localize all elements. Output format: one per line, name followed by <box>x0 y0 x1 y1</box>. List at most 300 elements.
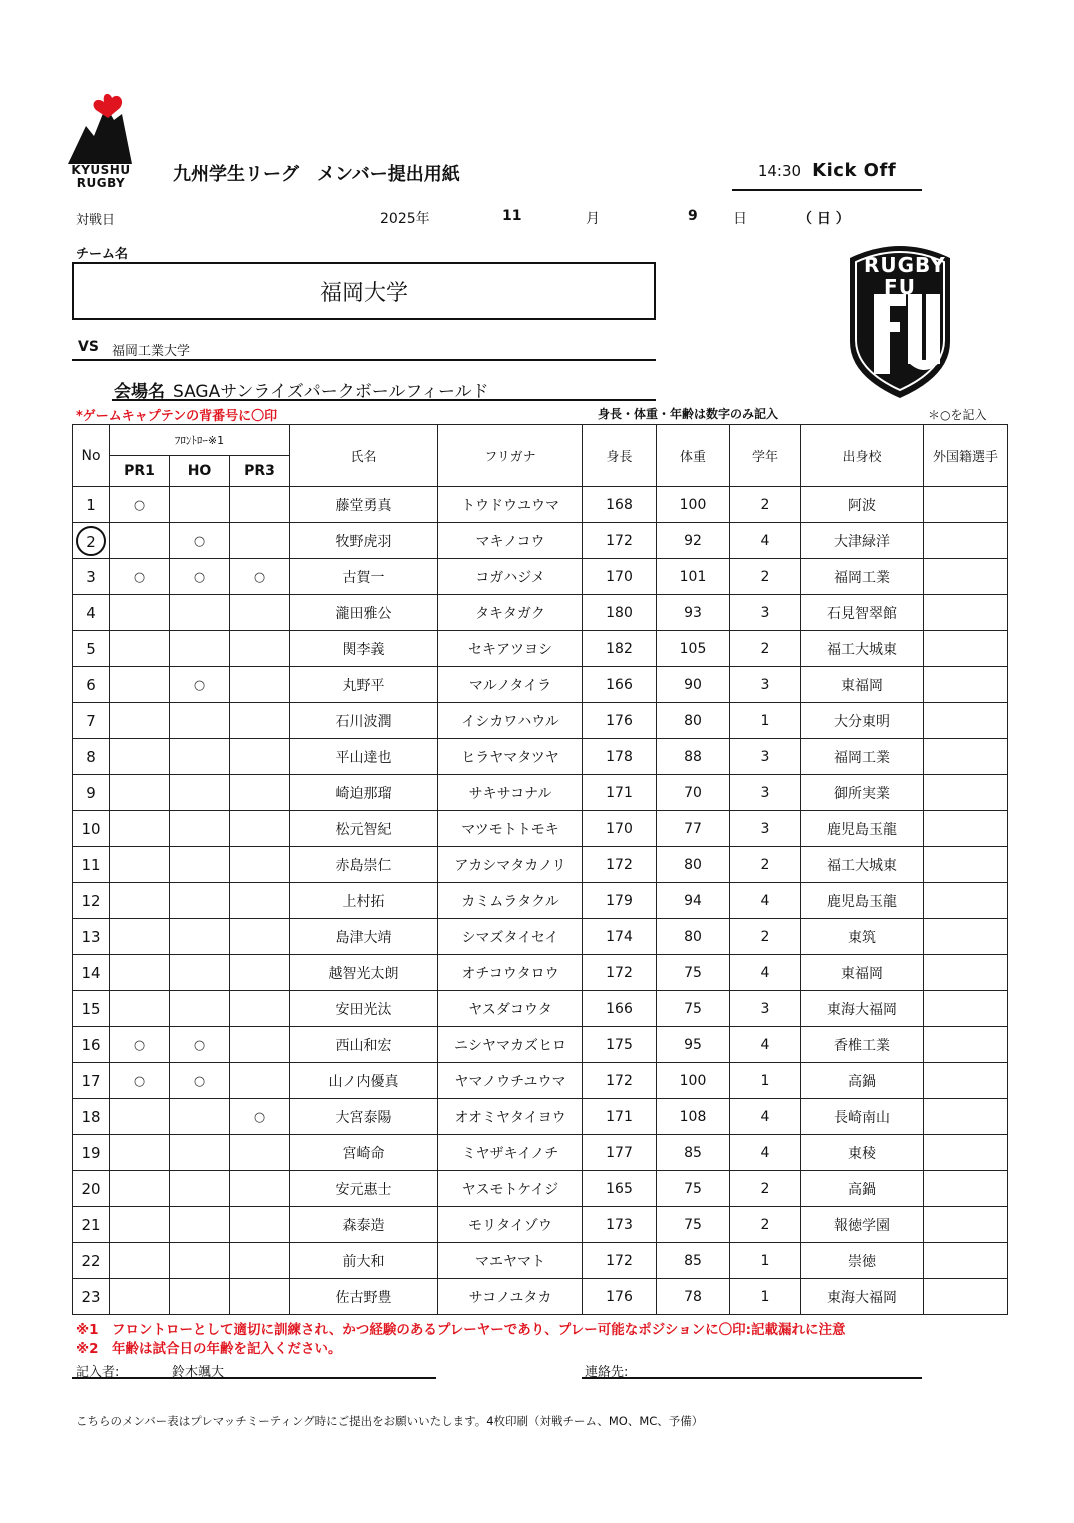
player-height: 165 <box>583 1171 657 1207</box>
front-row-pr3-cell <box>230 1207 290 1243</box>
front-row-mark: ○ <box>193 677 206 693</box>
player-name: 赤島崇仁 <box>290 847 438 883</box>
player-height: 172 <box>583 523 657 559</box>
front-row-ho-cell <box>170 1207 230 1243</box>
player-weight: 75 <box>657 991 730 1027</box>
player-number-text: 9 <box>86 783 96 802</box>
player-name: 崎迫那瑠 <box>290 775 438 811</box>
front-row-ho-cell <box>170 991 230 1027</box>
player-number-text: 17 <box>81 1071 101 1090</box>
front-row-pr3-cell <box>230 631 290 667</box>
player-name: 石川波潤 <box>290 703 438 739</box>
player-foreign <box>924 883 1008 919</box>
player-weight: 75 <box>657 1207 730 1243</box>
player-number-text: 21 <box>81 1215 101 1234</box>
player-number-text: 10 <box>81 819 101 838</box>
player-number-text: 7 <box>86 711 96 730</box>
table-row <box>73 991 1008 1027</box>
player-weight: 93 <box>657 595 730 631</box>
writer-name: 鈴木颯大 <box>172 1365 225 1380</box>
bottom-note: こちらのメンバー表はプレマッチミーティング時にご提出をお願いいたします。4枚印刷（対戦チーム、MO、MC、予備） <box>76 1414 704 1428</box>
player-kana: ヤマノウチユウマ <box>438 1063 583 1099</box>
player-school: 東海大福岡 <box>801 1279 924 1315</box>
player-number <box>73 883 110 919</box>
player-name: 古賀一 <box>290 559 438 595</box>
player-number-text: 3 <box>86 567 96 586</box>
front-row-pr3-cell <box>230 919 290 955</box>
player-number-text: 11 <box>81 855 101 874</box>
player-school: 香椎工業 <box>801 1027 924 1063</box>
player-kana: アカシマタカノリ <box>438 847 583 883</box>
table-row <box>73 1207 1008 1243</box>
front-row-pr1-cell <box>110 1027 170 1063</box>
col-header-no: No <box>73 425 110 487</box>
front-row-pr3-cell <box>230 1135 290 1171</box>
player-foreign <box>924 703 1008 739</box>
player-foreign <box>924 1135 1008 1171</box>
player-name: 佐古野豊 <box>290 1279 438 1315</box>
player-foreign <box>924 667 1008 703</box>
player-grade: 2 <box>730 919 801 955</box>
numbers-only-note: 身長・体重・年齢は数字のみ記入 <box>598 407 779 421</box>
player-grade: 3 <box>730 667 801 703</box>
col-header-pr1: PR1 <box>110 456 170 487</box>
player-name: 安元惠士 <box>290 1171 438 1207</box>
player-kana: ニシヤマカズヒロ <box>438 1027 583 1063</box>
col-header-school: 出身校 <box>801 425 924 487</box>
footnote-front-row: ※1 フロントローとして適切に訓練され、かつ経験のあるプレーヤーであり、プレー可能なポジションに〇印:記載漏れに注意 <box>76 1322 846 1338</box>
player-weight: 85 <box>657 1135 730 1171</box>
front-row-pr1-cell <box>110 739 170 775</box>
player-kana: タキタガク <box>438 595 583 631</box>
player-number <box>73 991 110 1027</box>
table-row <box>73 1135 1008 1171</box>
page-title: 九州学生リーグ メンバー提出用紙 <box>173 164 460 185</box>
player-height: 175 <box>583 1027 657 1063</box>
player-height: 173 <box>583 1207 657 1243</box>
player-weight: 108 <box>657 1099 730 1135</box>
player-number <box>73 1171 110 1207</box>
front-row-pr1-cell <box>110 523 170 559</box>
player-kana: サコノユタカ <box>438 1279 583 1315</box>
player-foreign <box>924 847 1008 883</box>
captain-note: *ゲームキャプテンの背番号に〇印 <box>76 409 278 424</box>
player-grade: 3 <box>730 595 801 631</box>
player-foreign <box>924 1207 1008 1243</box>
player-kana: マルノタイラ <box>438 667 583 703</box>
front-row-mark: ○ <box>133 497 146 513</box>
front-row-ho-cell <box>170 1027 230 1063</box>
team-name-box <box>72 262 656 320</box>
player-name: 松元智紀 <box>290 811 438 847</box>
player-number <box>73 1063 110 1099</box>
front-row-mark: ○ <box>133 569 146 585</box>
vs-label: VS <box>78 339 99 355</box>
player-kana: カミムラタクル <box>438 883 583 919</box>
logo-text-rugby: RUGBY <box>76 176 126 190</box>
col-header-front-row: ﾌﾛﾝﾄﾛｰ※1 <box>110 425 290 456</box>
table-row <box>73 1027 1008 1063</box>
col-header-kana: フリガナ <box>438 425 583 487</box>
front-row-pr1-cell <box>110 1207 170 1243</box>
player-height: 172 <box>583 955 657 991</box>
table-row <box>73 667 1008 703</box>
player-number <box>73 919 110 955</box>
player-number <box>73 487 110 523</box>
player-height: 172 <box>583 847 657 883</box>
date-day-unit: 日 <box>733 211 747 227</box>
player-weight: 94 <box>657 883 730 919</box>
player-kana: ヒラヤマタツヤ <box>438 739 583 775</box>
front-row-pr3-cell <box>230 955 290 991</box>
writer-label: 記入者: <box>76 1365 120 1380</box>
player-height: 170 <box>583 811 657 847</box>
player-number <box>73 739 110 775</box>
front-row-ho-cell <box>170 559 230 595</box>
front-row-pr1-cell <box>110 559 170 595</box>
table-row <box>73 847 1008 883</box>
front-row-ho-cell <box>170 523 230 559</box>
front-row-pr3-cell <box>230 1063 290 1099</box>
front-row-ho-cell <box>170 775 230 811</box>
player-number <box>73 811 110 847</box>
player-number-text: 4 <box>86 603 96 622</box>
player-grade: 2 <box>730 631 801 667</box>
player-weight: 80 <box>657 703 730 739</box>
player-number <box>73 1135 110 1171</box>
front-row-pr3-cell <box>230 667 290 703</box>
player-height: 170 <box>583 559 657 595</box>
player-kana: オチコウタロウ <box>438 955 583 991</box>
player-name: 島津大靖 <box>290 919 438 955</box>
player-name: 西山和宏 <box>290 1027 438 1063</box>
player-number <box>73 595 110 631</box>
player-foreign <box>924 811 1008 847</box>
table-row <box>73 739 1008 775</box>
front-row-pr3-cell <box>230 595 290 631</box>
player-school: 大分東明 <box>801 703 924 739</box>
player-number <box>73 523 110 559</box>
front-row-pr1-cell <box>110 847 170 883</box>
kickoff-time: 14:30 <box>757 162 802 180</box>
front-row-pr1-cell <box>110 1099 170 1135</box>
circle-note: ＊○を記入 <box>928 408 987 422</box>
table-row <box>73 775 1008 811</box>
footnote-age: ※2 年齢は試合日の年齢を記入ください。 <box>76 1341 342 1357</box>
front-row-pr1-cell <box>110 955 170 991</box>
player-weight: 78 <box>657 1279 730 1315</box>
player-kana: マツモトトモキ <box>438 811 583 847</box>
col-header-pr3: PR3 <box>230 456 290 487</box>
front-row-pr1-cell <box>110 991 170 1027</box>
player-kana: マエヤマト <box>438 1243 583 1279</box>
player-number-text: 13 <box>81 927 101 946</box>
player-number <box>73 1207 110 1243</box>
front-row-ho-cell <box>170 919 230 955</box>
player-name: 平山達也 <box>290 739 438 775</box>
table-row <box>73 919 1008 955</box>
player-kana: サキサコナル <box>438 775 583 811</box>
player-grade: 1 <box>730 703 801 739</box>
front-row-pr1-cell <box>110 811 170 847</box>
player-weight: 80 <box>657 847 730 883</box>
front-row-pr1-cell <box>110 1243 170 1279</box>
player-weight: 88 <box>657 739 730 775</box>
front-row-pr1-cell <box>110 667 170 703</box>
player-grade: 2 <box>730 559 801 595</box>
col-header-ho: HO <box>170 456 230 487</box>
player-foreign <box>924 919 1008 955</box>
front-row-mark: ○ <box>193 1037 206 1053</box>
player-number <box>73 1027 110 1063</box>
front-row-ho-cell <box>170 847 230 883</box>
front-row-ho-cell <box>170 667 230 703</box>
player-number-text: 14 <box>81 963 101 982</box>
table-row <box>73 955 1008 991</box>
player-grade: 2 <box>730 1207 801 1243</box>
team-name-label: チーム名 <box>76 247 129 262</box>
col-header-height: 身長 <box>583 425 657 487</box>
col-header-foreign: 外国籍選手 <box>924 425 1008 487</box>
player-kana: ヤスモトケイジ <box>438 1171 583 1207</box>
captain-number-circle: 2 <box>76 526 106 556</box>
table-row <box>73 595 1008 631</box>
front-row-ho-cell <box>170 811 230 847</box>
player-grade: 2 <box>730 487 801 523</box>
player-number-text: 19 <box>81 1143 101 1162</box>
player-school: 大津緑洋 <box>801 523 924 559</box>
team-name: 福岡大学 <box>319 280 408 306</box>
player-number <box>73 559 110 595</box>
player-weight: 75 <box>657 1171 730 1207</box>
player-grade: 1 <box>730 1243 801 1279</box>
player-grade: 4 <box>730 883 801 919</box>
player-height: 172 <box>583 1243 657 1279</box>
front-row-ho-cell <box>170 703 230 739</box>
player-foreign <box>924 523 1008 559</box>
player-foreign <box>924 775 1008 811</box>
player-school: 東福岡 <box>801 955 924 991</box>
player-grade: 4 <box>730 523 801 559</box>
front-row-pr3-cell <box>230 883 290 919</box>
player-grade: 2 <box>730 1171 801 1207</box>
table-row <box>73 1279 1008 1315</box>
player-name: 宮崎命 <box>290 1135 438 1171</box>
front-row-ho-cell <box>170 1099 230 1135</box>
player-name: 上村拓 <box>290 883 438 919</box>
player-school: 福岡工業 <box>801 739 924 775</box>
player-number-text: 8 <box>86 747 96 766</box>
opponent-name: 福岡工業大学 <box>112 344 191 359</box>
player-kana: モリタイゾウ <box>438 1207 583 1243</box>
front-row-pr1-cell <box>110 703 170 739</box>
player-grade: 4 <box>730 1099 801 1135</box>
table-row <box>73 703 1008 739</box>
player-number-text: 1 <box>86 495 96 514</box>
player-name: 大宮泰陽 <box>290 1099 438 1135</box>
player-height: 171 <box>583 775 657 811</box>
player-weight: 100 <box>657 487 730 523</box>
player-weight: 105 <box>657 631 730 667</box>
player-kana: セキアツヨシ <box>438 631 583 667</box>
front-row-pr1-cell <box>110 883 170 919</box>
front-row-pr3-cell <box>230 775 290 811</box>
front-row-pr1-cell <box>110 1135 170 1171</box>
player-weight: 90 <box>657 667 730 703</box>
player-number-text: 23 <box>81 1287 101 1306</box>
table-row <box>73 1063 1008 1099</box>
player-school: 阿波 <box>801 487 924 523</box>
player-number-text: 12 <box>81 891 101 910</box>
player-number <box>73 1279 110 1315</box>
player-school: 東筑 <box>801 919 924 955</box>
player-height: 178 <box>583 739 657 775</box>
front-row-ho-cell <box>170 595 230 631</box>
player-grade: 4 <box>730 955 801 991</box>
contact-line <box>582 1359 922 1379</box>
player-kana: ヤスダコウタ <box>438 991 583 1027</box>
player-weight: 101 <box>657 559 730 595</box>
player-school: 福岡工業 <box>801 559 924 595</box>
front-row-ho-cell <box>170 883 230 919</box>
player-school: 高鍋 <box>801 1171 924 1207</box>
player-number <box>73 1243 110 1279</box>
player-grade: 1 <box>730 1063 801 1099</box>
front-row-ho-cell <box>170 1171 230 1207</box>
front-row-ho-cell <box>170 631 230 667</box>
player-weight: 80 <box>657 919 730 955</box>
player-weight: 85 <box>657 1243 730 1279</box>
player-name: 前大和 <box>290 1243 438 1279</box>
venue-name: SAGAサンライズパークボールフィールド <box>173 382 489 402</box>
front-row-pr1-cell <box>110 919 170 955</box>
player-foreign <box>924 595 1008 631</box>
player-number <box>73 1099 110 1135</box>
player-grade: 3 <box>730 991 801 1027</box>
front-row-pr3-cell <box>230 1171 290 1207</box>
player-kana: マキノコウ <box>438 523 583 559</box>
front-row-pr1-cell <box>110 1171 170 1207</box>
table-row <box>73 1171 1008 1207</box>
player-grade: 3 <box>730 811 801 847</box>
front-row-pr3-cell <box>230 1099 290 1135</box>
player-height: 172 <box>583 1063 657 1099</box>
front-row-pr1-cell <box>110 775 170 811</box>
player-weight: 92 <box>657 523 730 559</box>
match-date-label: 対戦日 <box>76 213 116 228</box>
front-row-pr1-cell <box>110 631 170 667</box>
player-kana: トウドウユウマ <box>438 487 583 523</box>
table-row <box>73 811 1008 847</box>
player-grade: 4 <box>730 1135 801 1171</box>
kickoff-box <box>732 160 922 191</box>
player-school: 鹿児島玉龍 <box>801 883 924 919</box>
front-row-pr3-cell <box>230 703 290 739</box>
front-row-mark: ○ <box>133 1037 146 1053</box>
front-row-pr1-cell <box>110 487 170 523</box>
player-name: 藤堂勇真 <box>290 487 438 523</box>
player-height: 171 <box>583 1099 657 1135</box>
player-grade: 4 <box>730 1027 801 1063</box>
front-row-pr3-cell <box>230 559 290 595</box>
player-school: 石見智翠館 <box>801 595 924 631</box>
player-number-text: 16 <box>81 1035 101 1054</box>
logo-text-kyushu: KYUSHU <box>71 163 131 177</box>
roster-table <box>72 424 1008 1315</box>
player-school: 福工大城東 <box>801 631 924 667</box>
player-weight: 95 <box>657 1027 730 1063</box>
table-row <box>73 487 1008 523</box>
date-weekday: （ 日 ） <box>798 211 850 227</box>
player-foreign <box>924 1171 1008 1207</box>
player-foreign <box>924 739 1008 775</box>
date-month-unit: 月 <box>586 211 600 227</box>
player-foreign <box>924 1027 1008 1063</box>
player-foreign <box>924 1063 1008 1099</box>
player-number-text: 5 <box>86 639 96 658</box>
player-school: 崇徳 <box>801 1243 924 1279</box>
player-height: 176 <box>583 703 657 739</box>
player-weight: 75 <box>657 955 730 991</box>
front-row-ho-cell <box>170 487 230 523</box>
player-height: 179 <box>583 883 657 919</box>
table-row <box>73 1099 1008 1135</box>
front-row-pr1-cell <box>110 595 170 631</box>
player-height: 166 <box>583 667 657 703</box>
kickoff-label: Kick Off <box>812 160 897 181</box>
col-header-name: 氏名 <box>290 425 438 487</box>
player-foreign <box>924 559 1008 595</box>
front-row-mark: ○ <box>253 1109 266 1125</box>
player-foreign <box>924 955 1008 991</box>
front-row-pr3-cell <box>230 847 290 883</box>
player-number <box>73 631 110 667</box>
player-kana: シマズタイセイ <box>438 919 583 955</box>
date-year: 2025年 <box>380 211 430 227</box>
front-row-ho-cell <box>170 1279 230 1315</box>
player-grade: 3 <box>730 739 801 775</box>
player-kana: ミヤザキイノチ <box>438 1135 583 1171</box>
player-kana: イシカワハウル <box>438 703 583 739</box>
player-height: 182 <box>583 631 657 667</box>
table-row <box>73 523 1008 559</box>
front-row-pr3-cell <box>230 991 290 1027</box>
player-height: 176 <box>583 1279 657 1315</box>
player-grade: 1 <box>730 1279 801 1315</box>
col-header-weight: 体重 <box>657 425 730 487</box>
player-height: 168 <box>583 487 657 523</box>
player-foreign <box>924 487 1008 523</box>
front-row-ho-cell <box>170 1135 230 1171</box>
front-row-pr3-cell <box>230 1027 290 1063</box>
player-weight: 100 <box>657 1063 730 1099</box>
table-row <box>73 1243 1008 1279</box>
player-number <box>73 703 110 739</box>
front-row-pr3-cell <box>230 523 290 559</box>
front-row-mark: ○ <box>193 1073 206 1089</box>
player-foreign <box>924 991 1008 1027</box>
player-number-text: 20 <box>81 1179 101 1198</box>
player-school: 鹿児島玉龍 <box>801 811 924 847</box>
player-name: 安田光汰 <box>290 991 438 1027</box>
front-row-pr1-cell <box>110 1279 170 1315</box>
front-row-mark: ○ <box>133 1073 146 1089</box>
player-school: 東稜 <box>801 1135 924 1171</box>
player-number <box>73 847 110 883</box>
front-row-pr3-cell <box>230 1279 290 1315</box>
front-row-pr3-cell <box>230 487 290 523</box>
player-height: 177 <box>583 1135 657 1171</box>
